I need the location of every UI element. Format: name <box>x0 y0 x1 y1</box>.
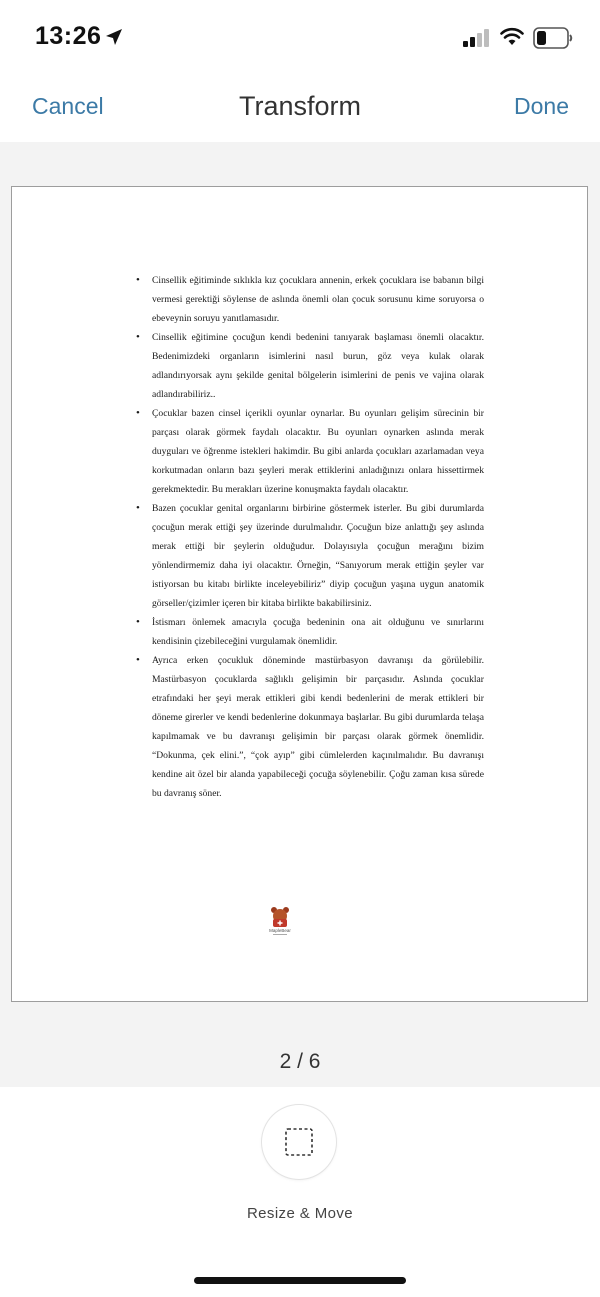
status-time: 13:26 <box>35 22 102 50</box>
svg-text:MapleBear: MapleBear <box>269 928 291 933</box>
bullet-item: • Cinsellik eğitimine çocuğun kendi bedenini tanıyarak başlaması önemli olacaktır. Bedenimizdeki organların isimlerini nasıl burun, göz veya kulak olarak adlandırıyorsak aynı şekilde genital bölgelerin isimlerini de penis ve vajina olarak adlandırabiliriz.. <box>134 328 484 404</box>
bottom-toolbar <box>0 1087 600 1297</box>
resize-move-label: Resize & Move <box>246 1205 354 1222</box>
page-title: Transform <box>238 91 361 121</box>
done-button[interactable]: Done <box>514 93 569 119</box>
transform-canvas[interactable] <box>0 142 600 1087</box>
dashed-square-icon <box>284 1127 314 1157</box>
wifi-icon <box>500 27 524 47</box>
page-indicator: 2 / 6 <box>279 1050 321 1073</box>
status-bar <box>0 0 600 70</box>
cellular-signal-icon <box>463 29 491 47</box>
battery-icon <box>533 27 573 49</box>
bullet-item: • Bazen çocuklar genital organlarını birbirine göstermek isterler. Bu gibi durumlarda çocuğun merak ettiği şey üzerinde durulmalıdır. Çocuğun bize anlattığı şey aslında merak ettiği bir şeylerin olduğudur. Dolayısıyla çocuğun merağını bizim yönlendirmemiz daha iyi olacaktır. Örneğin, “Sanıyorum merak ettiğin şeyler var istiyorsan bu kitabı birlikte inceleyebiliriz” diyip çocuğun yaşına uygun anatomik görseller/çizimler içeren bir kitaba birlikte bakabilirsiniz. <box>134 499 484 613</box>
document-bullet-list <box>134 271 484 803</box>
bullet-item: • Cinsellik eğitiminde sıklıkla kız çocuklara annenin, erkek çocuklara ise babanın bilgi vermesi gerektiği söylense de aslında önemli olan çocuk sorusunu kime soruyorsa o ebeveynin soruyu yanıtlamasıdır. <box>134 271 484 328</box>
document-page[interactable] <box>11 186 588 1002</box>
bullet-item: • Ayrıca erken çocukluk döneminde mastürbasyon davranışı da görülebilir. Mastürbasyon çocuklarda sağlıklı gelişimin bir parçasıdır. Aslında çocuklar etrafındaki her şeyi merak ettikleri gibi kendi bedenlerini de merak ettikleri bir döneme girerler ve kendi bedenlerine dokunmaya başlarlar. Bu gibi durumlarda telaşa kapılmamak ve bu davranışı gelişimin bir parçası olarak görmek önemlidir. “Dokunma, çek elini.”, “çok ayıp” gibi cümlelerden kaçınılmalıdır. Bu davranışı kendine ait özel bir alanda yapabileceği çocuğa söylenebilir. Çoğu zaman kısa sürede bu davranış söner. <box>134 651 484 803</box>
location-arrow-icon <box>104 27 124 47</box>
cancel-button[interactable]: Cancel <box>32 93 104 119</box>
maplebear-logo <box>263 905 297 937</box>
bullet-item: • Çocuklar bazen cinsel içerikli oyunlar oynarlar. Bu oyunları gelişim sürecinin bir parçası olarak görmek faydalı olacaktır. Bu oyunları oynarken aslında merak duyguları ve öğrenme istekleri hakimdir. Bu gibi anlarda çocukları azarlamadan veya korkutmadan onların bazı şeyleri merak ettiklerini anladığınızı onlara hissettirmek gerekmektedir. Bu merakları üzerine konuşmakta faydalı olacaktır. <box>134 404 484 499</box>
bullet-item: • İstismarı önlemek amacıyla çocuğa bedeninin ona ait olduğunu ve sınırlarını kendisinin çizebileceğini vurgulamak önemlidir. <box>134 613 484 651</box>
home-indicator <box>194 1277 406 1284</box>
resize-move-button[interactable] <box>262 1105 336 1179</box>
nav-bar <box>0 70 600 142</box>
